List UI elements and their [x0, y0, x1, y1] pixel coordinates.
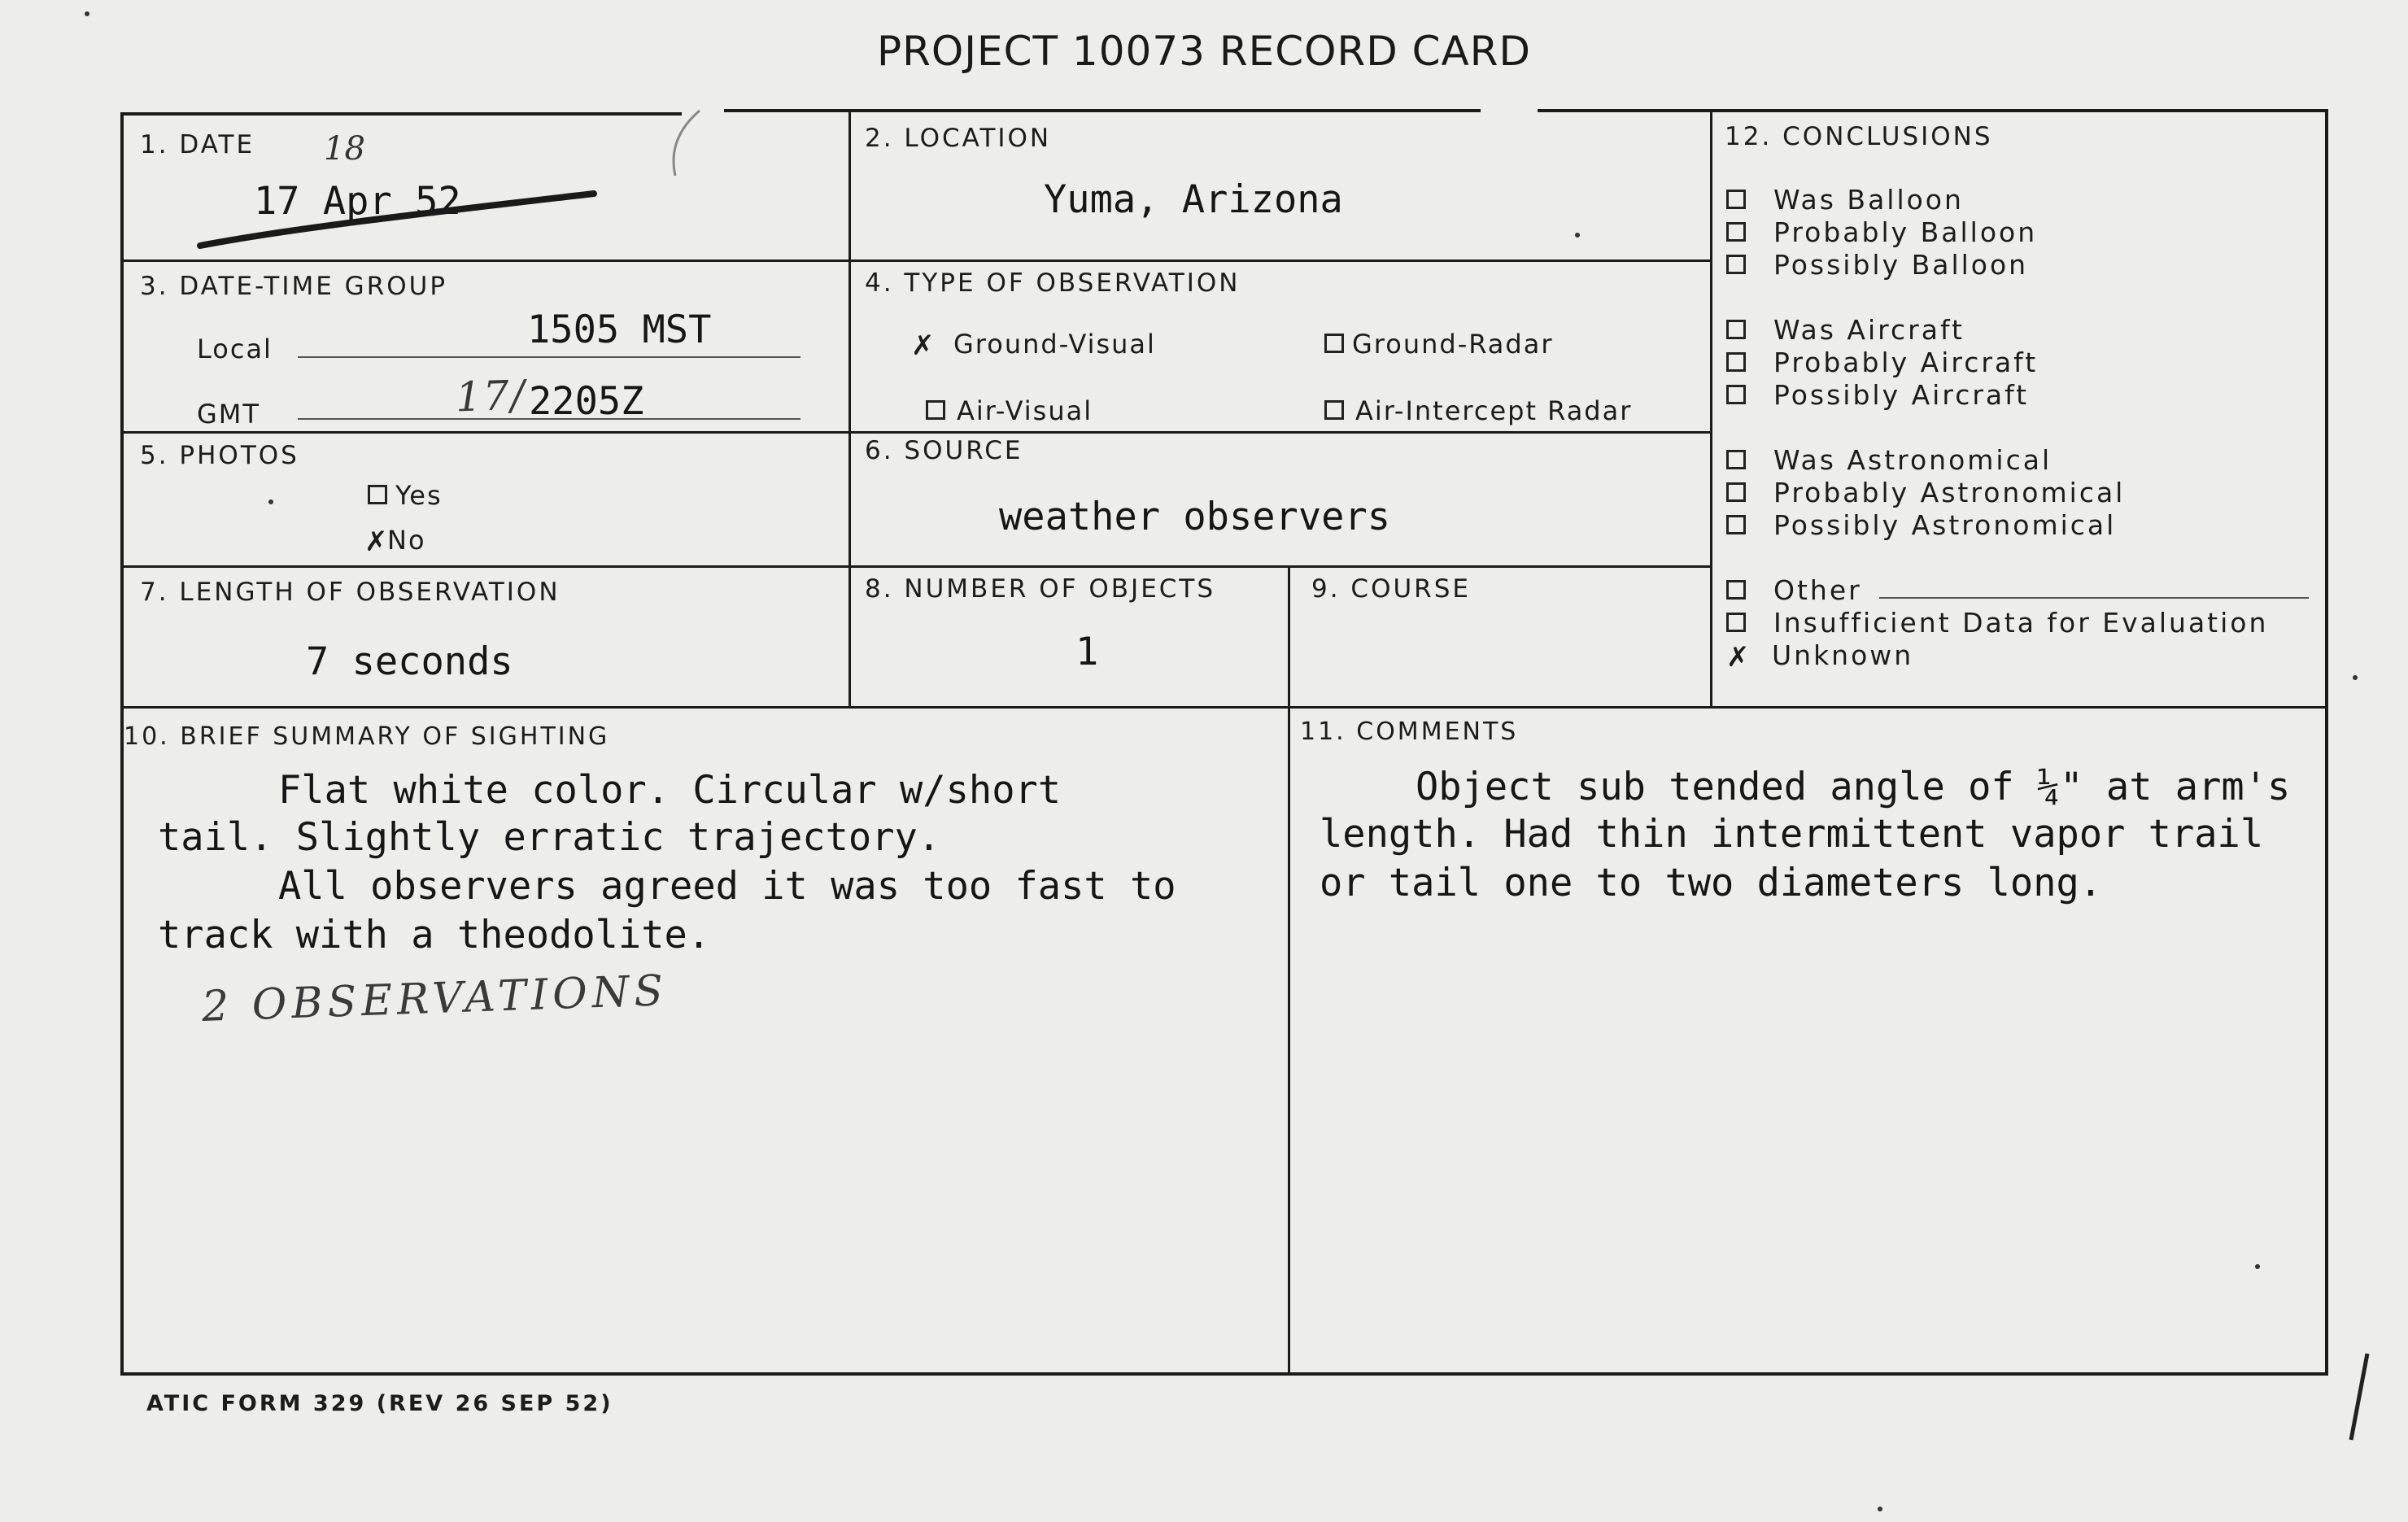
checkbox-checked-icon: ✗	[911, 329, 936, 362]
dtg-local-value: 1505 MST	[527, 307, 712, 352]
checkbox-icon	[926, 400, 945, 420]
source-value: weather observers	[999, 495, 1391, 539]
date-correction: 18	[324, 130, 365, 168]
length-value: 7 seconds	[306, 639, 513, 684]
conclusion-unknown[interactable]: ✗ Unknown	[1726, 639, 1914, 674]
conclusion-possibly-aircraft[interactable]: Possibly Aircraft	[1726, 379, 2029, 411]
frame-right	[2325, 109, 2328, 1376]
scan-speck	[85, 11, 89, 16]
obs-option-air-intercept-radar[interactable]: Air-Intercept Radar	[1324, 395, 1632, 426]
location-value: Yuma, Arizona	[1044, 177, 1343, 222]
dtg-gmt-label: GMT	[197, 399, 260, 430]
date-value: 17 Apr 52	[254, 179, 461, 224]
obs-type-label: 4. TYPE OF OBSERVATION	[865, 268, 1241, 298]
summary-label: 10. BRIEF SUMMARY OF SIGHTING	[124, 722, 610, 751]
checkbox-icon	[1726, 450, 1746, 469]
conclusion-was-astronomical[interactable]: Was Astronomical	[1726, 444, 2052, 476]
checkbox-icon	[1324, 400, 1344, 420]
frame-top-mid	[724, 109, 1481, 112]
frame-top-left	[120, 112, 682, 116]
scan-speck	[2255, 1264, 2260, 1269]
divider-h1	[120, 259, 1712, 262]
summary-handwritten-note: 2 OBSERVATIONS	[201, 966, 669, 1031]
conclusion-probably-aircraft[interactable]: Probably Aircraft	[1726, 347, 2038, 378]
num-objects-value: 1	[1075, 630, 1099, 674]
conclusion-probably-astronomical[interactable]: Probably Astronomical	[1726, 477, 2125, 508]
checkbox-icon	[1726, 385, 1746, 404]
conclusion-was-balloon[interactable]: Was Balloon	[1726, 184, 1964, 216]
comments-label: 11. COMMENTS	[1300, 717, 1519, 746]
photos-option-yes[interactable]: Yes	[368, 480, 443, 511]
checkbox-icon	[1726, 222, 1746, 242]
conclusion-possibly-balloon[interactable]: Possibly Balloon	[1726, 249, 2028, 281]
conclusion-was-aircraft[interactable]: Was Aircraft	[1726, 314, 1965, 346]
source-label: 6. SOURCE	[865, 436, 1023, 465]
num-objects-label: 8. NUMBER OF OBJECTS	[865, 574, 1216, 604]
conclusion-possibly-astronomical[interactable]: Possibly Astronomical	[1726, 509, 2116, 541]
date-label: 1. DATE	[140, 130, 255, 159]
summary-line-1: Flat white color. Circular w/short	[278, 768, 1062, 813]
frame-top-right	[1538, 109, 2327, 112]
date-strikethrough	[195, 179, 610, 252]
dtg-gmt-prefix: 17/	[455, 371, 527, 421]
obs-option-ground-radar[interactable]: Ground-Radar	[1324, 329, 1553, 360]
conclusion-other[interactable]: Other	[1726, 574, 1862, 606]
conclusion-insufficient-data[interactable]: Insufficient Data for Evaluation	[1726, 607, 2268, 639]
dtg-gmt-value: 2205Z	[529, 379, 644, 424]
comments-line-2: length. Had thin intermittent vapor trail	[1320, 812, 2264, 857]
checkbox-icon	[1726, 190, 1746, 209]
dtg-local-label: Local	[197, 334, 273, 364]
divider-v2	[1710, 111, 1712, 709]
photos-label: 5. PHOTOS	[140, 441, 299, 470]
obs-option-ground-visual[interactable]: ✗ Ground-Visual	[911, 329, 1156, 362]
summary-line-4: track with a theodolite.	[158, 913, 711, 957]
photos-option-no[interactable]: ✗No	[364, 525, 426, 558]
checkbox-icon	[1726, 580, 1746, 600]
divider-h3	[120, 565, 1712, 568]
scan-speck	[2353, 675, 2358, 680]
obs-option-air-visual[interactable]: Air-Visual	[926, 395, 1093, 426]
checkbox-icon	[1324, 334, 1344, 353]
divider-h2	[120, 431, 1712, 434]
form-id: ATIC FORM 329 (REV 26 SEP 52)	[146, 1391, 613, 1416]
scan-speck	[1575, 233, 1580, 238]
checkbox-icon	[1726, 352, 1746, 372]
checkbox-icon	[1726, 320, 1746, 339]
divider-v3	[1288, 567, 1290, 1375]
divider-v1	[848, 112, 851, 709]
checkbox-icon	[368, 485, 387, 504]
conclusion-probably-balloon[interactable]: Probably Balloon	[1726, 216, 2037, 248]
scan-speck	[268, 499, 273, 504]
card-title: PROJECT 10073 RECORD CARD	[877, 28, 1531, 75]
summary-line-3: All observers agreed it was too fast to	[278, 864, 1176, 909]
scan-mark	[2343, 1350, 2375, 1448]
checkbox-checked-icon: ✗	[364, 526, 390, 558]
scan-arc	[651, 106, 716, 179]
frame-bottom	[120, 1372, 2328, 1376]
length-label: 7. LENGTH OF OBSERVATION	[140, 578, 561, 607]
checkbox-checked-icon: ✗	[1726, 640, 1752, 674]
comments-line-1: Object sub tended angle of ¼" at arm's	[1416, 765, 2291, 809]
dtg-label: 3. DATE-TIME GROUP	[140, 272, 448, 301]
summary-line-2: tail. Slightly erratic trajectory.	[158, 815, 941, 860]
checkbox-icon	[1726, 515, 1746, 534]
dtg-local-underline	[298, 356, 800, 358]
location-label: 2. LOCATION	[865, 124, 1052, 153]
comments-line-3: or tail one to two diameters long.	[1320, 861, 2103, 905]
divider-h4	[120, 706, 2328, 709]
conclusion-other-underline	[1879, 597, 2309, 599]
checkbox-icon	[1726, 613, 1746, 632]
checkbox-icon	[1726, 255, 1746, 274]
conclusions-label: 12. CONCLUSIONS	[1725, 122, 1993, 151]
checkbox-icon	[1726, 482, 1746, 502]
scan-speck	[1878, 1507, 1882, 1511]
course-label: 9. COURSE	[1311, 574, 1471, 604]
